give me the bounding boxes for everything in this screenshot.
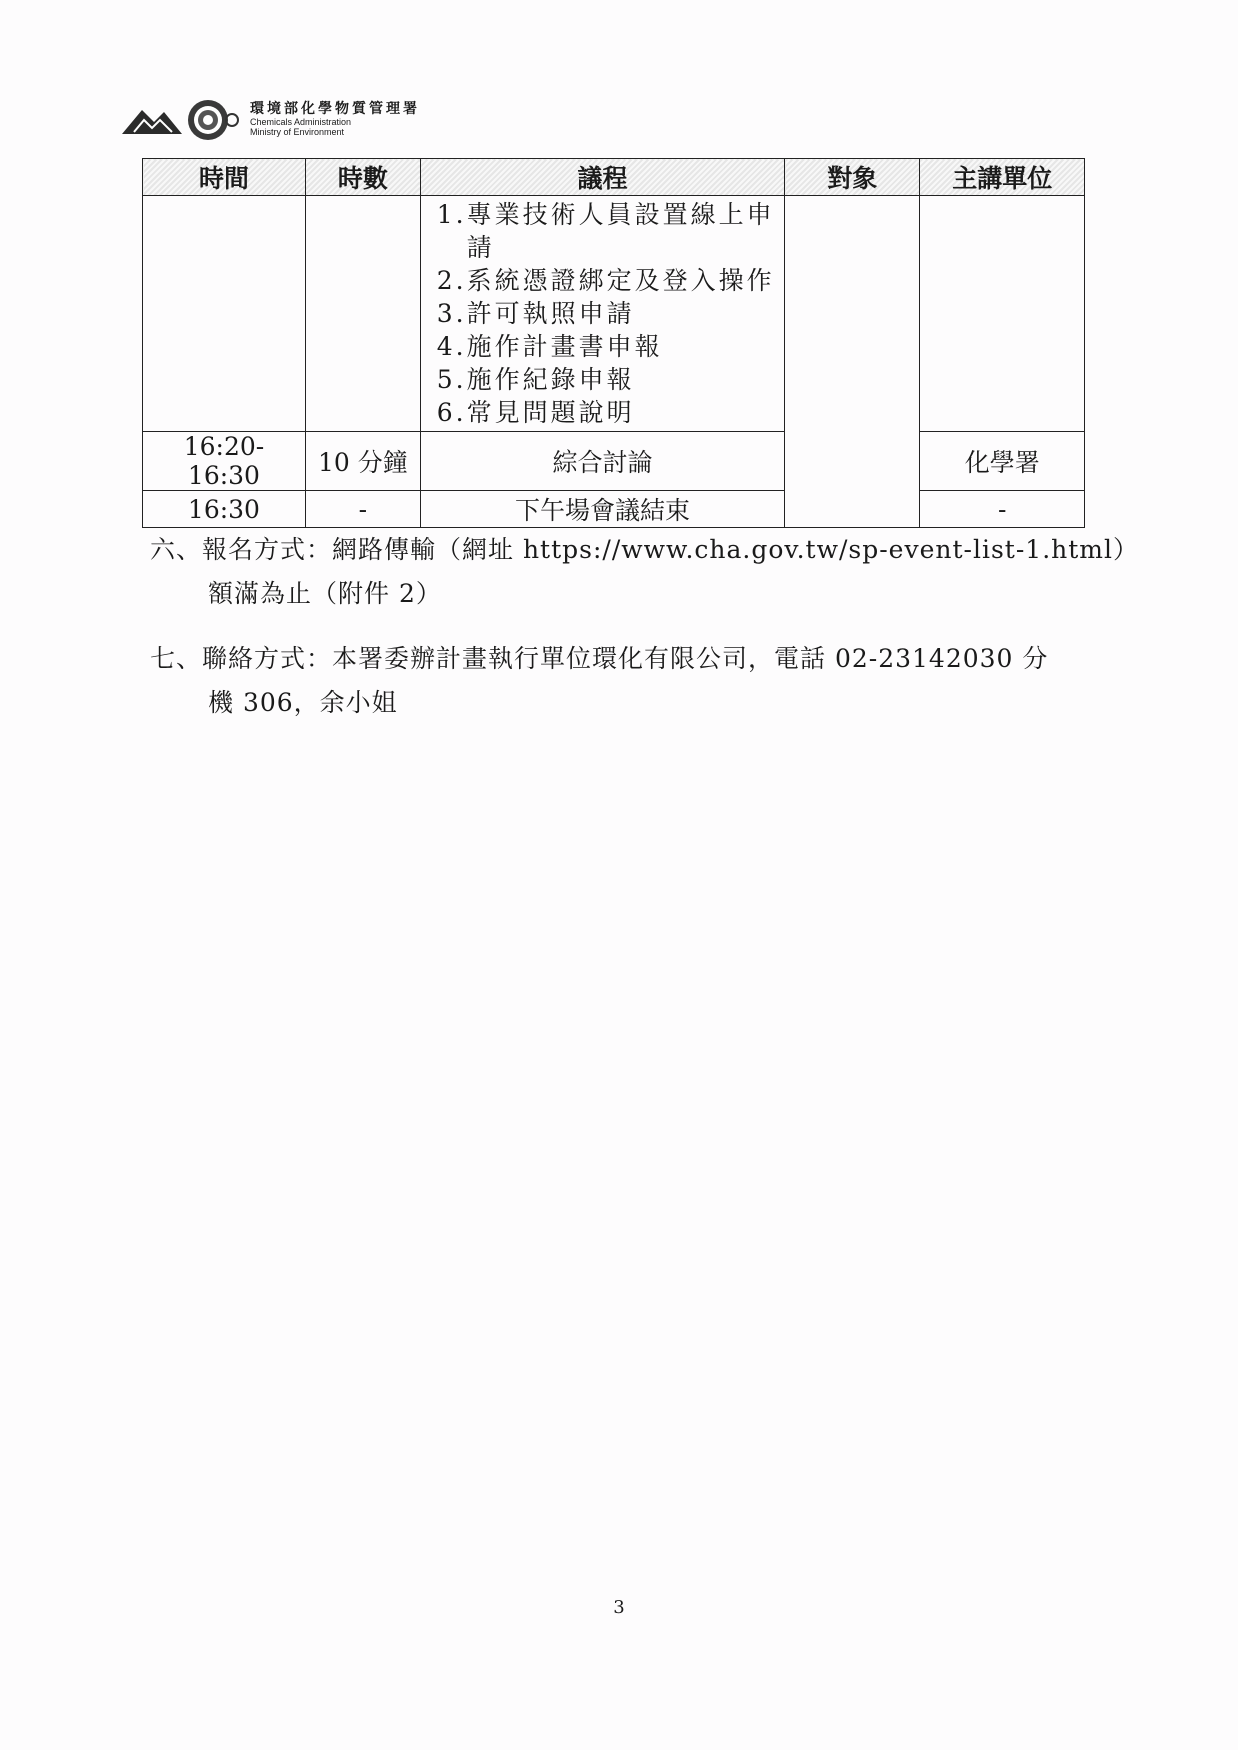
list-item: 5.施作紀錄申報 (436, 365, 635, 394)
table-cell (305, 196, 420, 432)
registration-line-2: 額滿為止（附件 2） (208, 579, 442, 608)
table-cell (920, 196, 1085, 432)
speaker-cell: 化學署 (920, 432, 1085, 491)
table-row (143, 196, 1085, 432)
header (120, 96, 480, 144)
table-row (143, 491, 1085, 528)
section-registration (150, 528, 1139, 616)
hours-cell: - (305, 491, 420, 528)
contact-line-2: 機 306，余小姐 (208, 688, 398, 717)
header-time: 時間 (143, 159, 306, 196)
section-contact (150, 637, 1048, 725)
audience-cell (785, 196, 920, 528)
list-item: 3.許可執照申請 (436, 299, 635, 328)
speaker-cell: - (920, 491, 1085, 528)
list-item: 2.系統憑證綁定及登入操作 (436, 266, 775, 295)
hours-cell: 10 分鐘 (305, 432, 420, 491)
header-audience: 對象 (785, 159, 920, 196)
header-speaker: 主講單位 (920, 159, 1085, 196)
time-cell: 16:20-16:30 (143, 432, 306, 491)
agenda-items-cell (420, 196, 784, 432)
registration-line-1: 六、報名方式：網路傳輸（網址 https://www.cha.gov.tw/sp-event-list-1.html） (150, 535, 1140, 564)
agency-logo-icon (120, 96, 244, 142)
table-row (143, 432, 1085, 491)
page-number: 3 (613, 1597, 625, 1618)
list-item: 4.施作計畫書申報 (436, 332, 663, 361)
header-agenda: 議程 (420, 159, 784, 196)
org-name-en-1: Chemicals Administration (250, 117, 352, 127)
org-name-cn: 環境部化學物質管理署 (250, 101, 420, 117)
list-item: 6.常見問題說明 (436, 398, 635, 427)
time-cell: 16:30 (143, 491, 306, 528)
header-hours: 時數 (305, 159, 420, 196)
list-item: 1.專業技術人員設置線上申請 (436, 200, 775, 262)
table-header-row (143, 159, 1085, 196)
table-cell (143, 196, 306, 432)
contact-line-1: 七、聯絡方式：本署委辦計畫執行單位環化有限公司，電話 02-23142030 分 (150, 644, 1049, 673)
agenda-cell: 綜合討論 (420, 432, 784, 491)
agenda-cell: 下午場會議結束 (420, 491, 784, 528)
agenda-table (142, 158, 1085, 528)
agenda-items-list (427, 196, 778, 431)
org-name-en-2: Ministry of Environment (250, 127, 345, 137)
